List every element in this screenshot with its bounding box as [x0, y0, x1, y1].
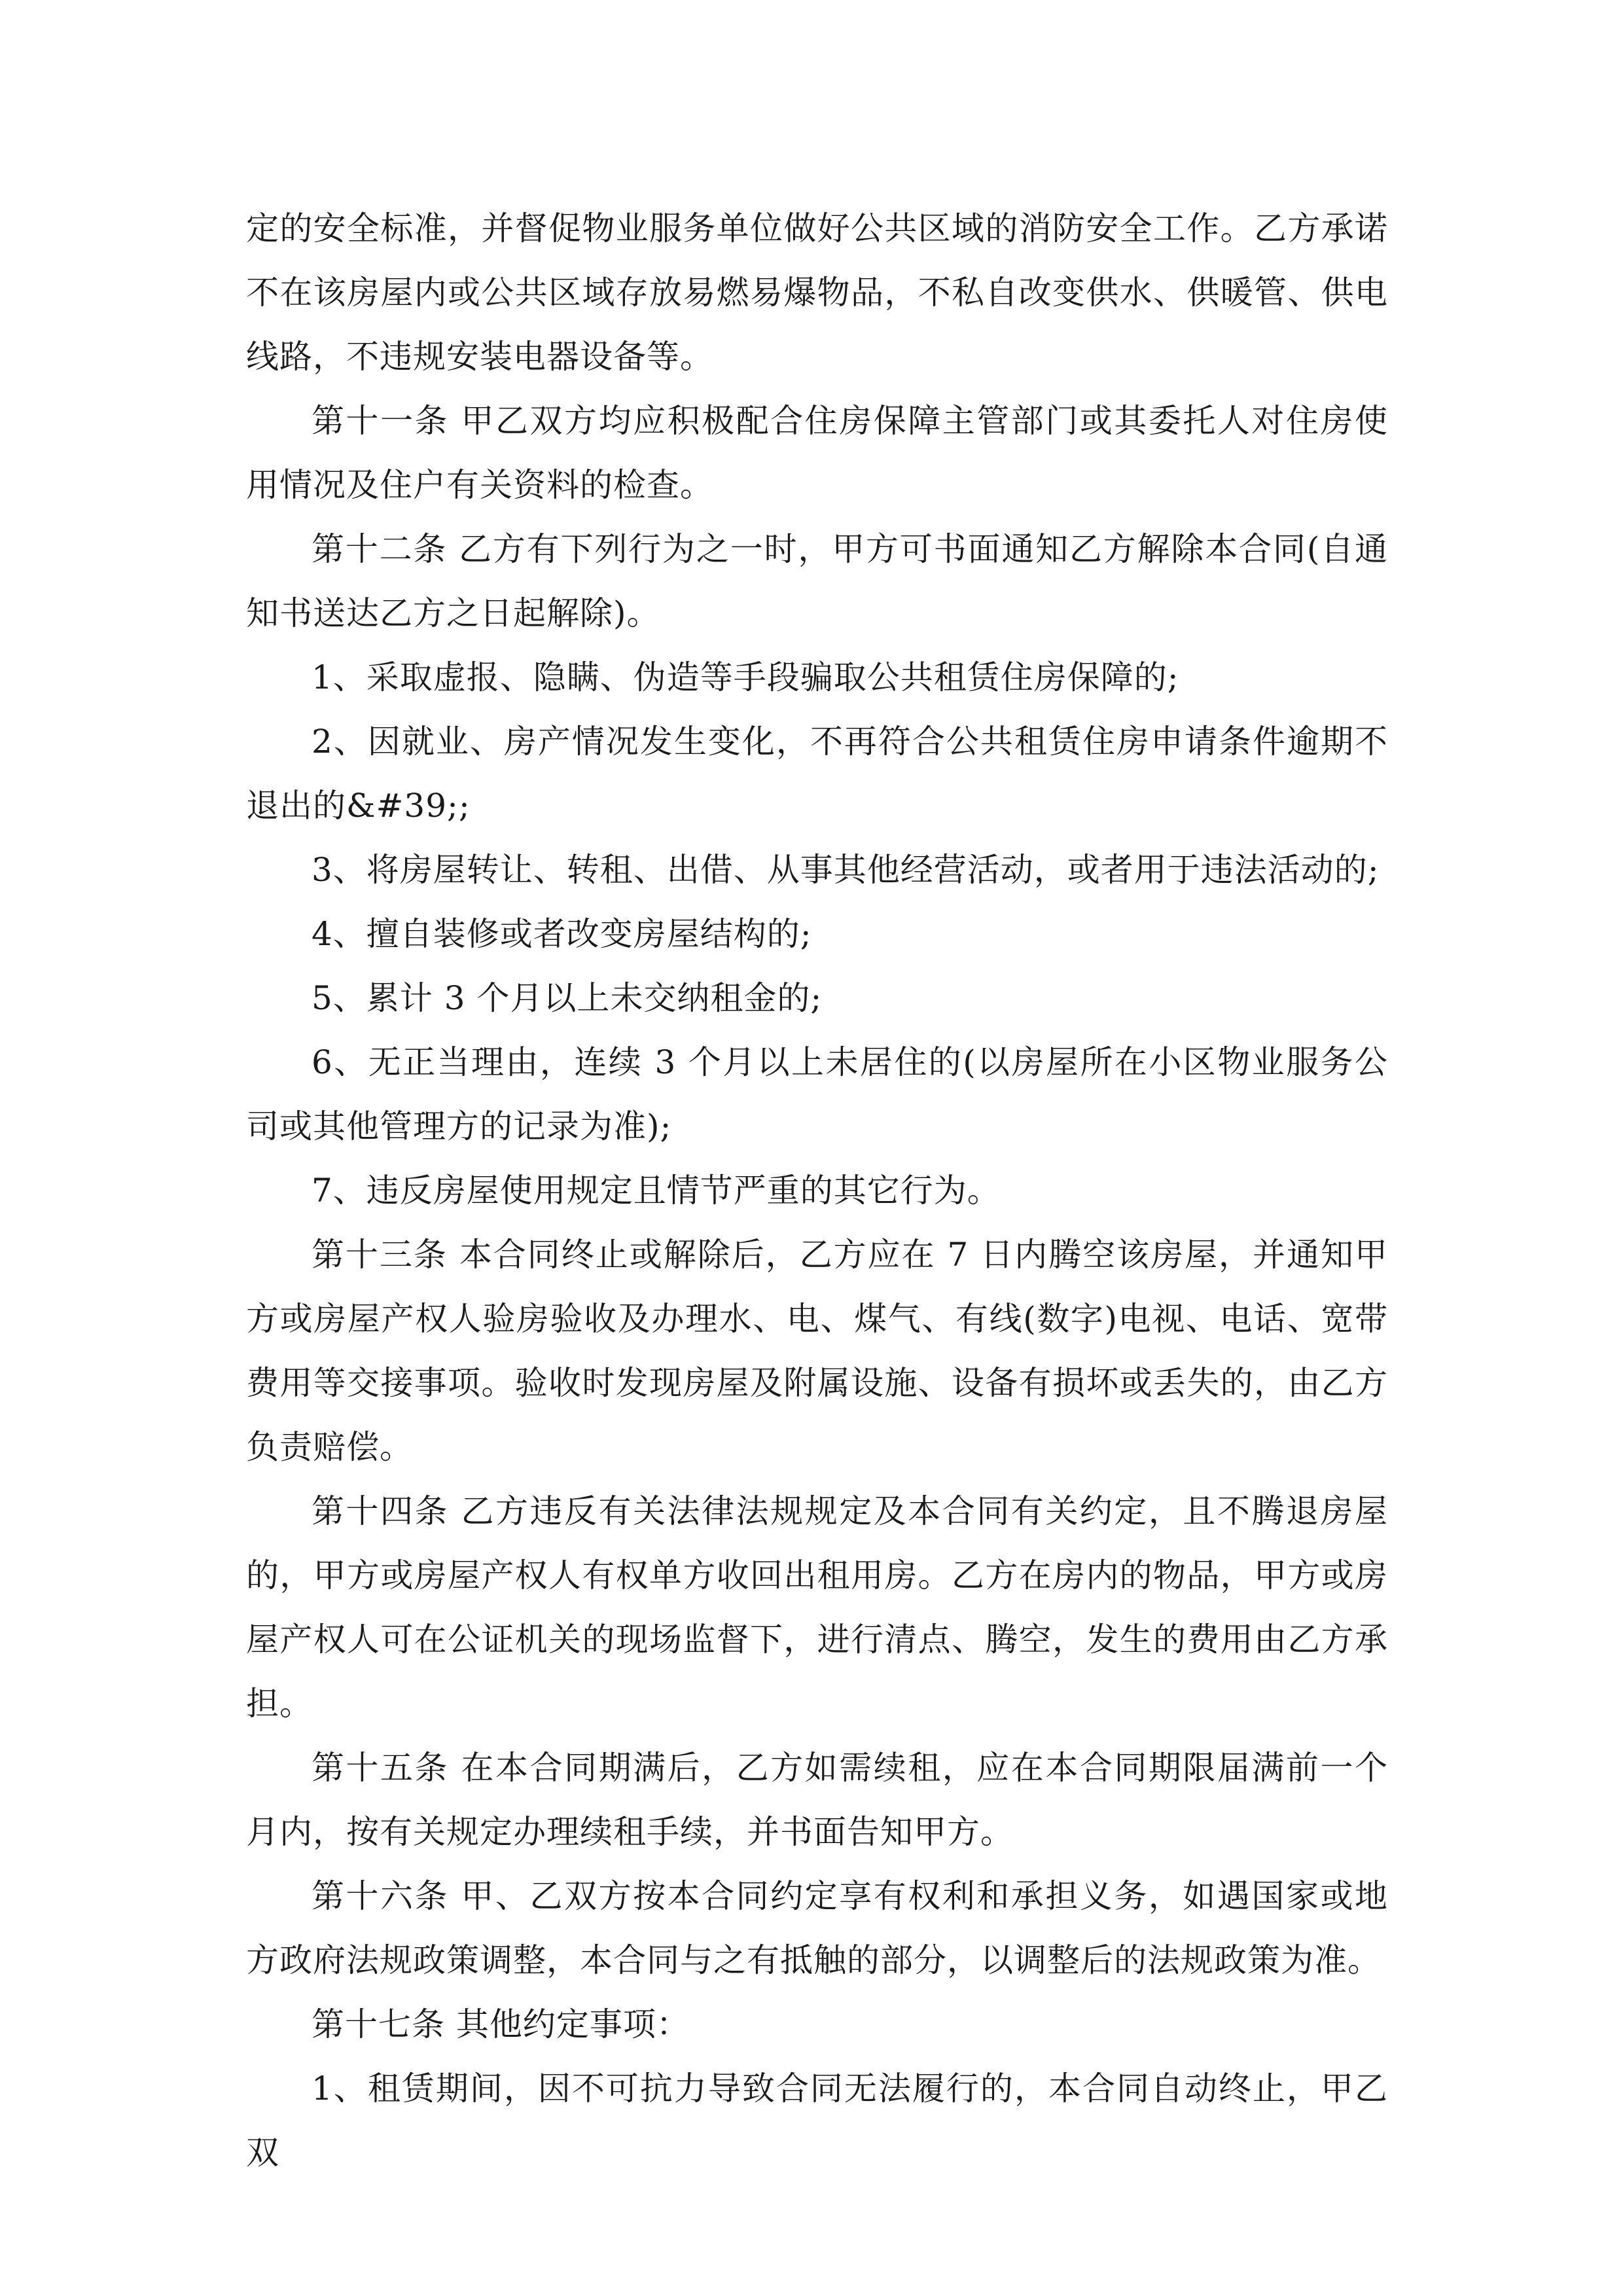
- list-item: 5、累计 3 个月以上未交纳租金的;: [312, 979, 823, 1017]
- paragraph: 定的安全标准，并督促物业服务单位做好公共区域的消防安全工作。乙方承诺不在该房屋内或公共区域存放易燃易爆物品，不私自改变供水、供暖管、供电线路，不违规安装电器设备等。: [246, 209, 1388, 376]
- paragraph: 第十一条 甲乙双方均应积极配合住房保障主管部门或其委托人对住房使用情况及住户有关资料的检查。: [246, 402, 1388, 504]
- list-item: 7、违反房屋使用规定且情节严重的其它行为。: [312, 1172, 1001, 1210]
- paragraph: 第十三条 本合同终止或解除后，乙方应在 7 日内腾空该房屋，并通知甲方或房屋产权人验房验收及办理水、电、煤气、有线(数字)电视、电话、宽带费用等交接事项。验收时发现房屋及附属设施、设备有损坏或丢失的，由乙方负责赔偿。: [246, 1236, 1388, 1466]
- list-item: 1、租赁期间，因不可抗力导致合同无法履行的，本合同自动终止，甲乙双: [246, 2070, 1388, 2172]
- paragraph: 第十六条 甲、乙双方按本合同约定享有权利和承担义务，如遇国家或地方政府法规政策调整，本合同与之有抵触的部分，以调整后的法规政策为准。: [246, 1877, 1388, 1979]
- paragraph: 第十二条 乙方有下列行为之一时，甲方可书面通知乙方解除本合同(自通知书送达乙方之日起解除)。: [246, 530, 1388, 632]
- list-item: 2、因就业、房产情况发生变化，不再符合公共租赁住房申请条件逾期不退出的&#39;;: [246, 723, 1388, 825]
- paragraph: 第十五条 在本合同期满后，乙方如需续租，应在本合同期限届满前一个月内，按有关规定办理续租手续，并书面告知甲方。: [246, 1749, 1388, 1851]
- paragraph: 第十四条 乙方违反有关法律法规规定及本合同有关约定，且不腾退房屋的，甲方或房屋产权人有权单方收回出租用房。乙方在房内的物品，甲方或房屋产权人可在公证机关的现场监督下，进行清点、腾空，发生的费用由乙方承担。: [246, 1492, 1388, 1723]
- list-item: 6、无正当理由，连续 3 个月以上未居住的(以房屋所在小区物业服务公司或其他管理方的记录为准);: [246, 1043, 1388, 1145]
- paragraph: 第十七条 其他约定事项：: [312, 2005, 690, 2043]
- list-item: 3、将房屋转让、转租、出借、从事其他经营活动，或者用于违法活动的;: [312, 851, 1380, 889]
- document-body: [246, 196, 1388, 2185]
- list-item: 4、擅自装修或者改变房屋结构的;: [312, 915, 812, 953]
- list-item: 1、采取虚报、隐瞒、伪造等手段骗取公共租赁住房保障的;: [312, 658, 1179, 696]
